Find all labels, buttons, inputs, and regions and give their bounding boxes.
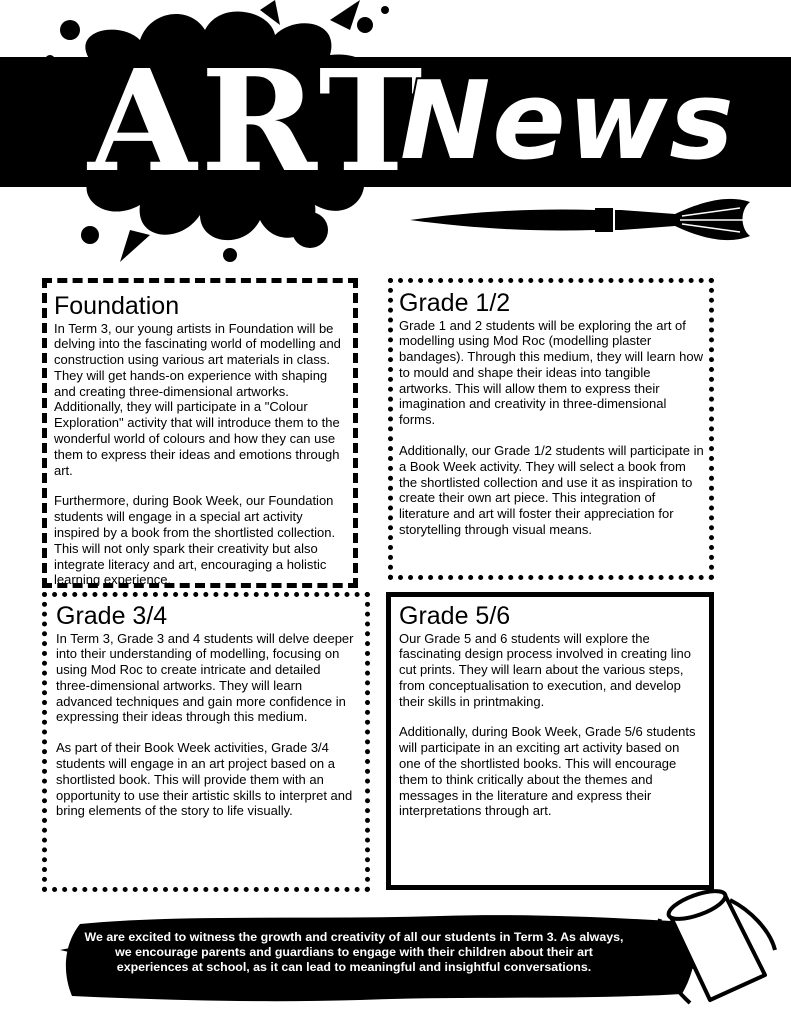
paintbrush-icon <box>410 190 760 250</box>
foundation-paragraph-1: In Term 3, our young artists in Foundation will be delving into the fascinating world of modelling and construction using various art materials in class. They will get hands-on experience with shaping and creating three-dimensional artworks. Additionally, they will participate in a "Colour Exploration" activity that will introduce them to the wonderful world of colours and how they can use them to express their ideas and emotions through art. <box>54 320 341 478</box>
foundation-heading: Foundation <box>54 292 180 320</box>
paint-bucket-icon <box>630 885 780 1010</box>
grade12-section <box>399 290 704 538</box>
grade34-heading: Grade 3/4 <box>56 602 168 630</box>
grade56-paragraph-2: Additionally, during Book Week, Grade 5/6 students will participate in an exciting art activity based on one of the shortlisted books. This will encourage them to think critically about the themes and messages in the literature and express their interpretations through art. <box>399 724 696 819</box>
grade56-section <box>399 603 704 819</box>
grade12-paragraph-2: Additionally, our Grade 1/2 students will participate in a Book Week activity. They will select a book from the shortlisted collection and use it as inspiration to create their own art piece. This integration of literature and art will foster their appreciation for storytelling through visual means. <box>399 443 704 538</box>
grade34-paragraph-2: As part of their Book Week activities, Grade 3/4 students will engage in an art project based on a shortlisted book. This will provide them with an opportunity to use their artistic skills to interpret and bring elements of the story to life visually. <box>56 740 353 819</box>
grade56-heading: Grade 5/6 <box>399 602 511 630</box>
grade34-section <box>56 603 356 819</box>
grade12-heading: Grade 1/2 <box>399 289 511 317</box>
grade12-paragraph-1: Grade 1 and 2 students will be exploring the art of modelling using Mod Roc (modelling plaster bandages). Through this medium, they will learn how to mould and shape their ideas into tangible artworks. This will allow them to express their imagination and creativity in three-dimensional forms. <box>399 317 703 428</box>
title-art: ART <box>88 40 427 204</box>
foundation-paragraph-2: Furthermore, during Book Week, our Foundation students will engage in a special art activity inspired by a book from the shortlisted collection. This will not only spark their creativity but also integrate literacy and art, encouraging a holistic learning experience. <box>54 493 336 588</box>
newsletter-header <box>0 0 791 270</box>
footer-message: We are excited to witness the growth and creativity of all our students in Term 3. As always, we encourage parents and guardians to engage with their children about their art experiences at school, as it can lead to meaningful and insightful conversations. <box>84 930 624 974</box>
grade34-paragraph-1: In Term 3, Grade 3 and 4 students will delve deeper into their understanding of modelling, focusing on using Mod Roc to create intricate and detailed three-dimensional artworks. They will learn advanced techniques and gain more confidence in expressing their ideas through this medium. <box>56 630 354 725</box>
title-news: News <box>400 59 736 184</box>
grade56-paragraph-1: Our Grade 5 and 6 students will explore the fascinating design process involved in creating lino cut prints. They will learn about the various steps, from conceptualisation to execution, and develop their skills in printmaking. <box>399 630 691 709</box>
foundation-section <box>54 293 348 588</box>
